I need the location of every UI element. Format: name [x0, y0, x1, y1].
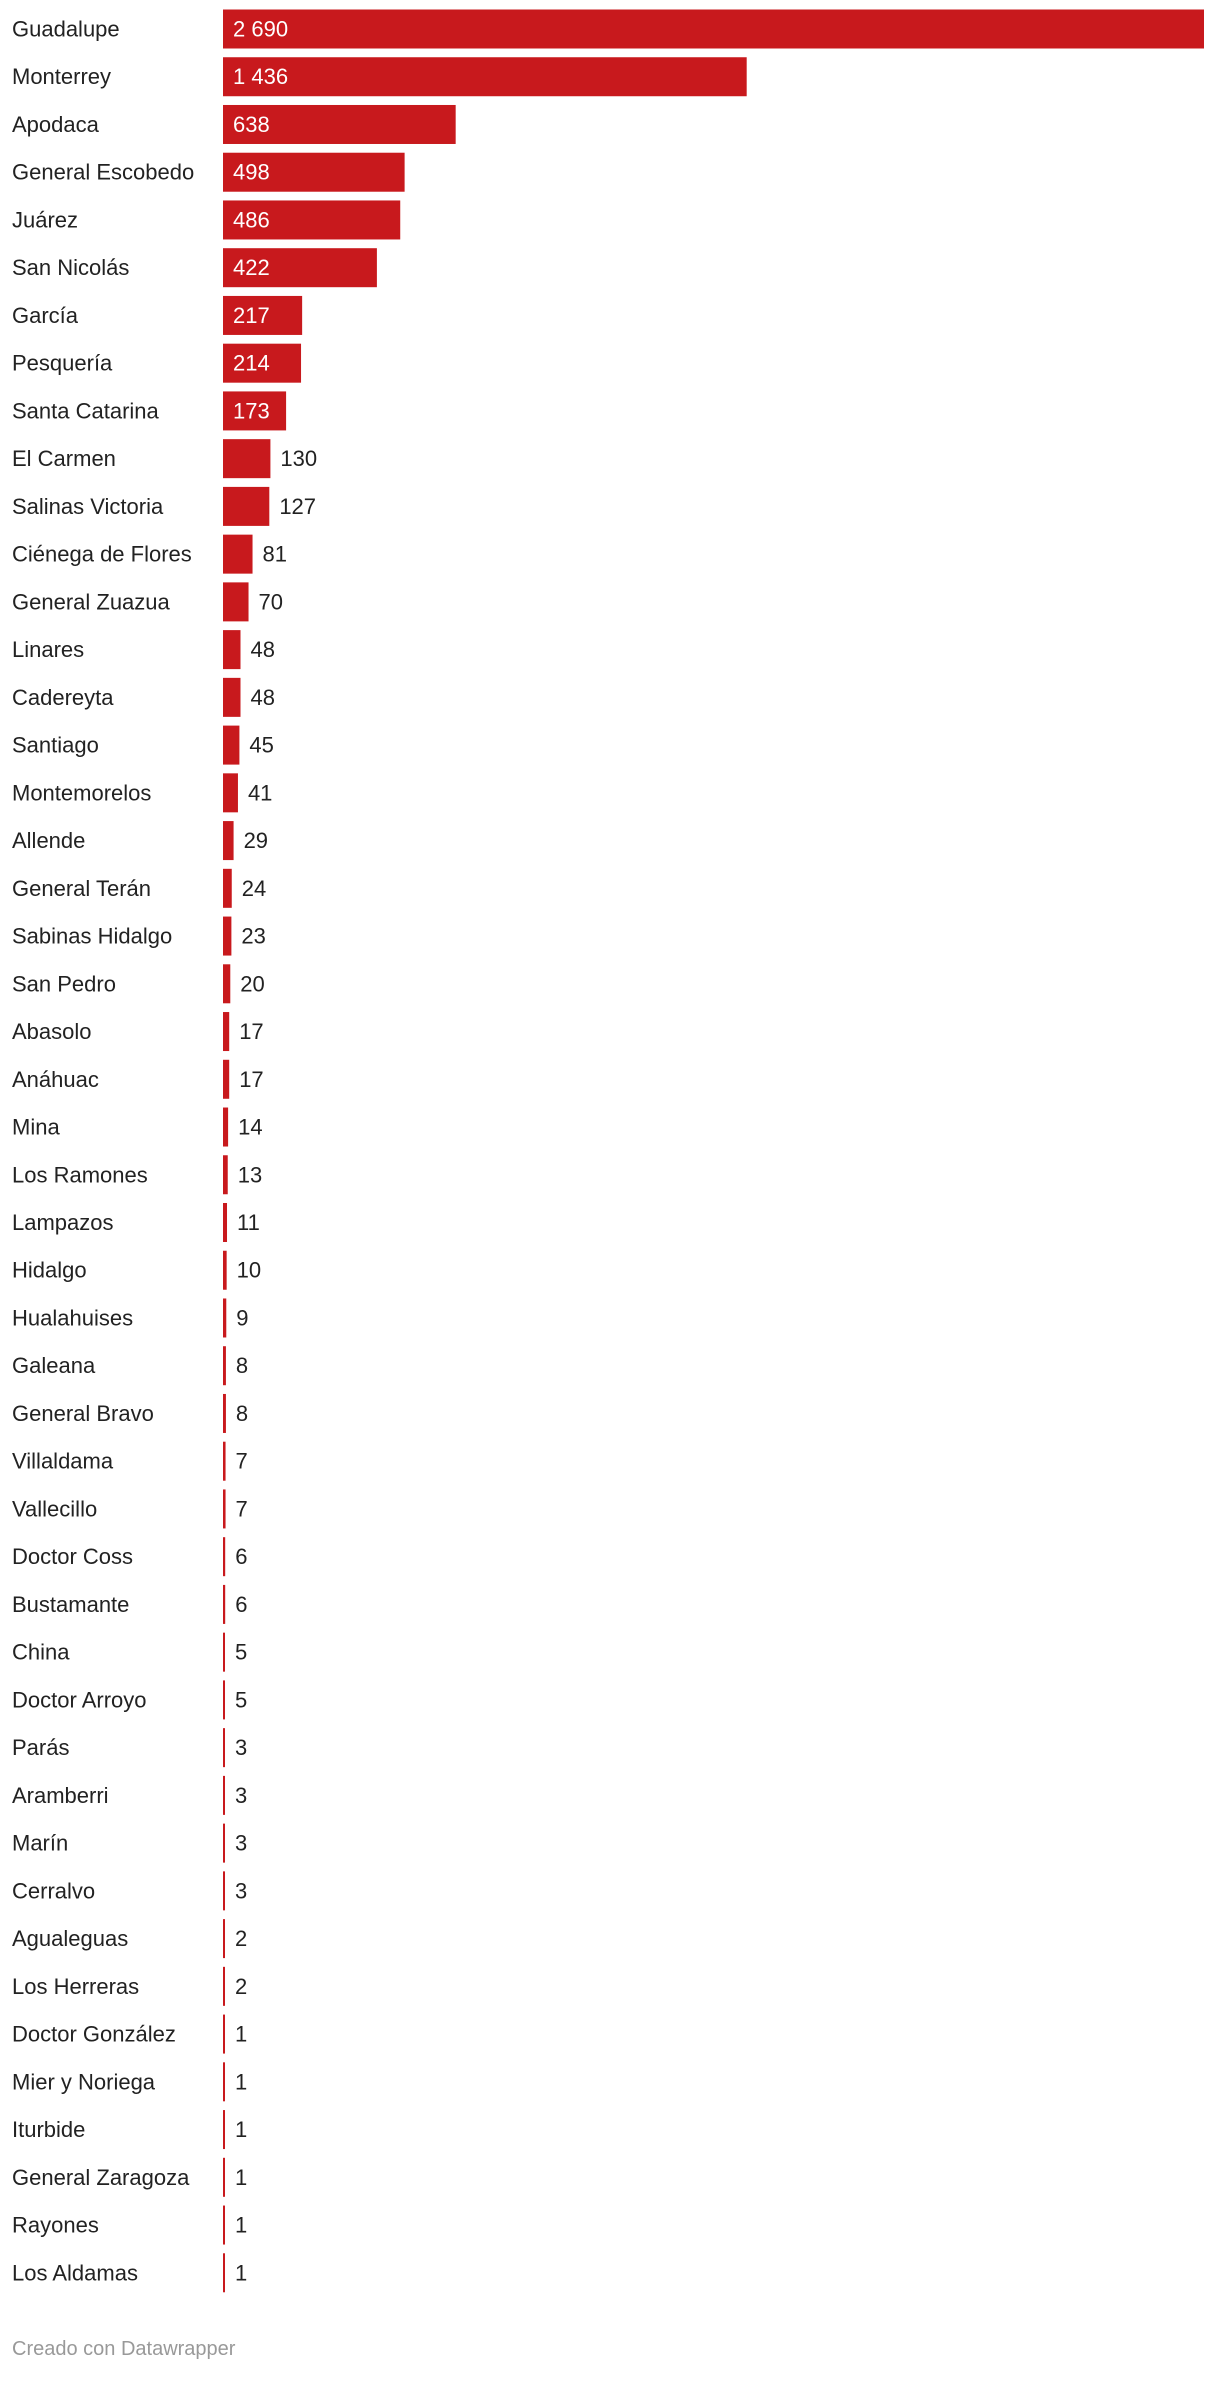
bar-doctor-coss — [223, 1537, 225, 1576]
value-label-china: 5 — [235, 1639, 248, 1665]
value-label-general-zaragoza: 1 — [235, 2164, 248, 2190]
category-label-santiago: Santiago — [12, 732, 99, 758]
category-label-general-teran: General Terán — [12, 875, 152, 901]
bar-row-hidalgo — [12, 1251, 261, 1290]
value-label-mina: 14 — [238, 1114, 263, 1140]
value-label-salinas-victoria: 127 — [279, 493, 317, 519]
bar-row-general-zaragoza — [12, 2158, 247, 2197]
value-label-hidalgo: 10 — [236, 1257, 262, 1283]
category-label-paras: Parás — [12, 1735, 70, 1761]
category-label-anahuac: Anáhuac — [12, 1066, 99, 1092]
bar-row-linares — [12, 630, 275, 669]
bar-santiago — [223, 726, 239, 765]
bar-row-sabinas-hidalgo — [12, 917, 266, 956]
value-label-villaldama: 7 — [235, 1448, 248, 1474]
value-label-monterrey: 1 436 — [233, 64, 289, 90]
category-label-los-ramones: Los Ramones — [12, 1162, 148, 1188]
value-label-garcia: 217 — [233, 302, 270, 328]
category-label-china: China — [12, 1639, 70, 1665]
bar-doctor-arroyo — [223, 1680, 225, 1719]
value-label-lampazos: 11 — [237, 1210, 260, 1235]
bar-general-bravo — [223, 1394, 226, 1433]
bar-row-allende — [12, 821, 268, 860]
category-label-general-bravo: General Bravo — [12, 1400, 154, 1426]
bar-row-general-escobedo — [12, 153, 405, 192]
bar-row-apodaca — [12, 105, 456, 144]
category-label-allende: Allende — [12, 828, 86, 854]
category-label-sabinas-hidalgo: Sabinas Hidalgo — [12, 923, 173, 949]
value-label-doctor-coss: 6 — [235, 1544, 248, 1570]
bar-row-los-ramones — [12, 1155, 262, 1194]
bar-row-juarez — [12, 200, 400, 239]
bar-general-zuazua — [223, 582, 249, 621]
category-label-general-zaragoza: General Zaragoza — [12, 2164, 190, 2190]
bar-mier-y-noriega — [223, 2062, 225, 2101]
category-label-los-herreras: Los Herreras — [12, 1973, 140, 1999]
bar-iturbide — [223, 2110, 225, 2149]
bar-row-rayones — [12, 2206, 247, 2245]
bar-row-china — [12, 1633, 247, 1672]
bar-row-san-pedro — [12, 964, 265, 1003]
category-label-mina: Mina — [12, 1114, 60, 1140]
value-label-mier-y-noriega: 1 — [235, 2069, 248, 2095]
category-label-cadereyta: Cadereyta — [12, 684, 114, 710]
bar-row-doctor-gonzalez — [12, 2015, 247, 2054]
bar-row-los-herreras — [12, 1967, 247, 2006]
bar-row-salinas-victoria — [12, 487, 316, 526]
category-label-villaldama: Villaldama — [12, 1448, 114, 1474]
category-label-hualahuises: Hualahuises — [12, 1305, 134, 1331]
bar-row-montemorelos — [12, 773, 272, 812]
value-label-bustamante: 6 — [235, 1591, 248, 1617]
value-label-allende: 29 — [243, 828, 269, 854]
category-label-san-pedro: San Pedro — [12, 971, 116, 997]
bar-row-hualahuises — [12, 1298, 249, 1337]
bar-salinas-victoria — [223, 487, 269, 526]
value-label-juarez: 486 — [233, 207, 270, 233]
bar-row-iturbide — [12, 2110, 247, 2149]
bar-anahuac — [223, 1060, 229, 1099]
bar-china — [223, 1633, 225, 1672]
bar-row-el-carmen — [12, 439, 317, 478]
category-label-pesqueria: Pesquería — [12, 350, 113, 376]
bar-cerralvo — [223, 1871, 225, 1910]
value-label-cerralvo: 3 — [235, 1878, 248, 1904]
bar-los-herreras — [223, 1967, 225, 2006]
bar-row-cerralvo — [12, 1871, 247, 1910]
value-label-general-teran: 24 — [241, 875, 267, 901]
value-label-santa-catarina: 173 — [233, 398, 270, 424]
value-label-los-herreras: 2 — [235, 1973, 248, 1999]
category-label-cienega-de-flores: Ciénega de Flores — [12, 541, 192, 567]
category-label-mier-y-noriega: Mier y Noriega — [12, 2069, 156, 2095]
category-label-agualeguas: Agualeguas — [12, 1926, 129, 1952]
bar-row-santiago — [12, 726, 274, 765]
value-label-anahuac: 17 — [239, 1066, 264, 1092]
category-label-el-carmen: El Carmen — [12, 446, 116, 472]
value-label-cadereyta: 48 — [250, 684, 275, 710]
bar-linares — [223, 630, 241, 669]
bar-row-aramberri — [12, 1776, 247, 1815]
bar-lampazos — [223, 1203, 227, 1242]
value-label-el-carmen: 130 — [280, 446, 318, 472]
bar-row-marin — [12, 1824, 247, 1863]
category-label-doctor-coss: Doctor Coss — [12, 1544, 134, 1570]
category-label-los-aldamas: Los Aldamas — [12, 2260, 138, 2286]
bar-row-cienega-de-flores — [12, 535, 287, 574]
category-label-apodaca: Apodaca — [12, 111, 99, 137]
category-label-garcia: García — [12, 302, 79, 328]
value-label-doctor-gonzalez: 1 — [235, 2021, 248, 2047]
bar-row-cadereyta — [12, 678, 275, 717]
value-label-guadalupe: 2 690 — [233, 16, 289, 42]
bar-row-santa-catarina — [12, 391, 286, 430]
bar-doctor-gonzalez — [223, 2015, 225, 2054]
bar-row-lampazos — [12, 1203, 260, 1242]
bar-monterrey — [223, 57, 747, 96]
datawrapper-credit[interactable]: Creado con Datawrapper — [12, 2338, 236, 2360]
bar-abasolo — [223, 1012, 229, 1051]
bar-guadalupe — [223, 10, 1204, 49]
bar-row-monterrey — [12, 57, 747, 96]
value-label-linares: 48 — [250, 637, 275, 663]
value-label-general-bravo: 8 — [235, 1400, 249, 1426]
value-label-doctor-arroyo: 5 — [235, 1687, 248, 1713]
category-label-galeana: Galeana — [12, 1353, 96, 1379]
bar-rayones — [223, 2206, 225, 2245]
bar-row-villaldama — [12, 1442, 248, 1481]
bar-san-pedro — [223, 964, 230, 1003]
bar-cadereyta — [223, 678, 241, 717]
value-label-general-escobedo: 498 — [233, 159, 270, 185]
bar-montemorelos — [223, 773, 238, 812]
bar-el-carmen — [223, 439, 270, 478]
bar-row-garcia — [12, 296, 302, 335]
value-label-sabinas-hidalgo: 23 — [241, 923, 266, 949]
bar-row-anahuac — [12, 1060, 264, 1099]
bar-row-galeana — [12, 1346, 248, 1385]
bar-row-bustamante — [12, 1585, 247, 1624]
bar-hidalgo — [223, 1251, 227, 1290]
value-label-apodaca: 638 — [233, 111, 270, 137]
bar-row-agualeguas — [12, 1919, 247, 1958]
bar-hualahuises — [223, 1298, 226, 1337]
value-label-agualeguas: 2 — [235, 1926, 248, 1952]
value-label-aramberri: 3 — [235, 1782, 248, 1808]
bar-marin — [223, 1824, 225, 1863]
value-label-pesqueria: 214 — [233, 350, 270, 376]
value-label-marin: 3 — [235, 1830, 248, 1856]
category-label-iturbide: Iturbide — [12, 2117, 86, 2143]
value-label-galeana: 8 — [235, 1353, 249, 1379]
bar-agualeguas — [223, 1919, 225, 1958]
bar-galeana — [223, 1346, 226, 1385]
bar-los-ramones — [223, 1155, 228, 1194]
category-label-salinas-victoria: Salinas Victoria — [12, 493, 164, 519]
bar-row-paras — [12, 1728, 247, 1767]
category-label-doctor-gonzalez: Doctor González — [12, 2021, 176, 2047]
category-label-hidalgo: Hidalgo — [12, 1257, 87, 1283]
bar-row-general-zuazua — [12, 582, 283, 621]
category-label-general-zuazua: General Zuazua — [12, 589, 170, 615]
bar-row-abasolo — [12, 1012, 264, 1051]
value-label-vallecillo: 7 — [235, 1496, 248, 1522]
bar-villaldama — [223, 1442, 226, 1481]
category-label-bustamante: Bustamante — [12, 1591, 130, 1617]
category-label-general-escobedo: General Escobedo — [12, 159, 195, 185]
bar-row-general-bravo — [12, 1394, 248, 1433]
category-label-lampazos: Lampazos — [12, 1210, 114, 1235]
category-label-guadalupe: Guadalupe — [12, 16, 120, 42]
bar-vallecillo — [223, 1489, 226, 1528]
value-label-iturbide: 1 — [235, 2117, 248, 2143]
category-label-santa-catarina: Santa Catarina — [12, 398, 159, 424]
bar-general-zaragoza — [223, 2158, 225, 2197]
bar-row-vallecillo — [12, 1489, 248, 1528]
bar-los-aldamas — [223, 2253, 225, 2292]
bar-sabinas-hidalgo — [223, 917, 231, 956]
value-label-general-zuazua: 70 — [258, 589, 284, 615]
category-label-rayones: Rayones — [12, 2212, 99, 2238]
value-label-rayones: 1 — [235, 2212, 248, 2238]
bar-row-doctor-arroyo — [12, 1680, 247, 1719]
category-label-montemorelos: Montemorelos — [12, 780, 152, 806]
bar-bustamante — [223, 1585, 225, 1624]
category-label-monterrey: Monterrey — [12, 64, 112, 90]
value-label-san-nicolas: 422 — [233, 255, 270, 281]
bar-row-san-nicolas — [12, 248, 377, 287]
category-label-abasolo: Abasolo — [12, 1019, 92, 1045]
bar-row-general-teran — [12, 869, 266, 908]
value-label-hualahuises: 9 — [236, 1305, 249, 1331]
category-label-vallecillo: Vallecillo — [12, 1496, 98, 1522]
value-label-abasolo: 17 — [239, 1019, 264, 1045]
category-label-cerralvo: Cerralvo — [12, 1878, 96, 1904]
bar-cienega-de-flores — [223, 535, 253, 574]
bar-general-teran — [223, 869, 232, 908]
category-label-linares: Linares — [12, 637, 85, 663]
value-label-cienega-de-flores: 81 — [262, 541, 288, 567]
bar-aramberri — [223, 1776, 225, 1815]
value-label-montemorelos: 41 — [247, 780, 273, 806]
category-label-doctor-arroyo: Doctor Arroyo — [12, 1687, 147, 1713]
bar-row-mier-y-noriega — [12, 2062, 247, 2101]
bar-row-pesqueria — [12, 344, 301, 383]
bar-allende — [223, 821, 234, 860]
bar-mina — [223, 1108, 228, 1147]
bar-row-doctor-coss — [12, 1537, 247, 1576]
value-label-los-aldamas: 1 — [235, 2260, 248, 2286]
category-label-aramberri: Aramberri — [12, 1782, 109, 1808]
bar-row-mina — [12, 1108, 263, 1147]
value-label-los-ramones: 13 — [237, 1162, 263, 1188]
bar-row-los-aldamas — [12, 2253, 247, 2292]
value-label-paras: 3 — [235, 1735, 248, 1761]
bar-row-guadalupe — [12, 10, 1204, 49]
bar-paras — [223, 1728, 225, 1767]
category-label-marin: Marín — [12, 1830, 69, 1856]
category-label-juarez: Juárez — [12, 207, 79, 233]
category-label-san-nicolas: San Nicolás — [12, 255, 130, 281]
value-label-santiago: 45 — [249, 732, 274, 758]
value-label-san-pedro: 20 — [240, 971, 265, 997]
